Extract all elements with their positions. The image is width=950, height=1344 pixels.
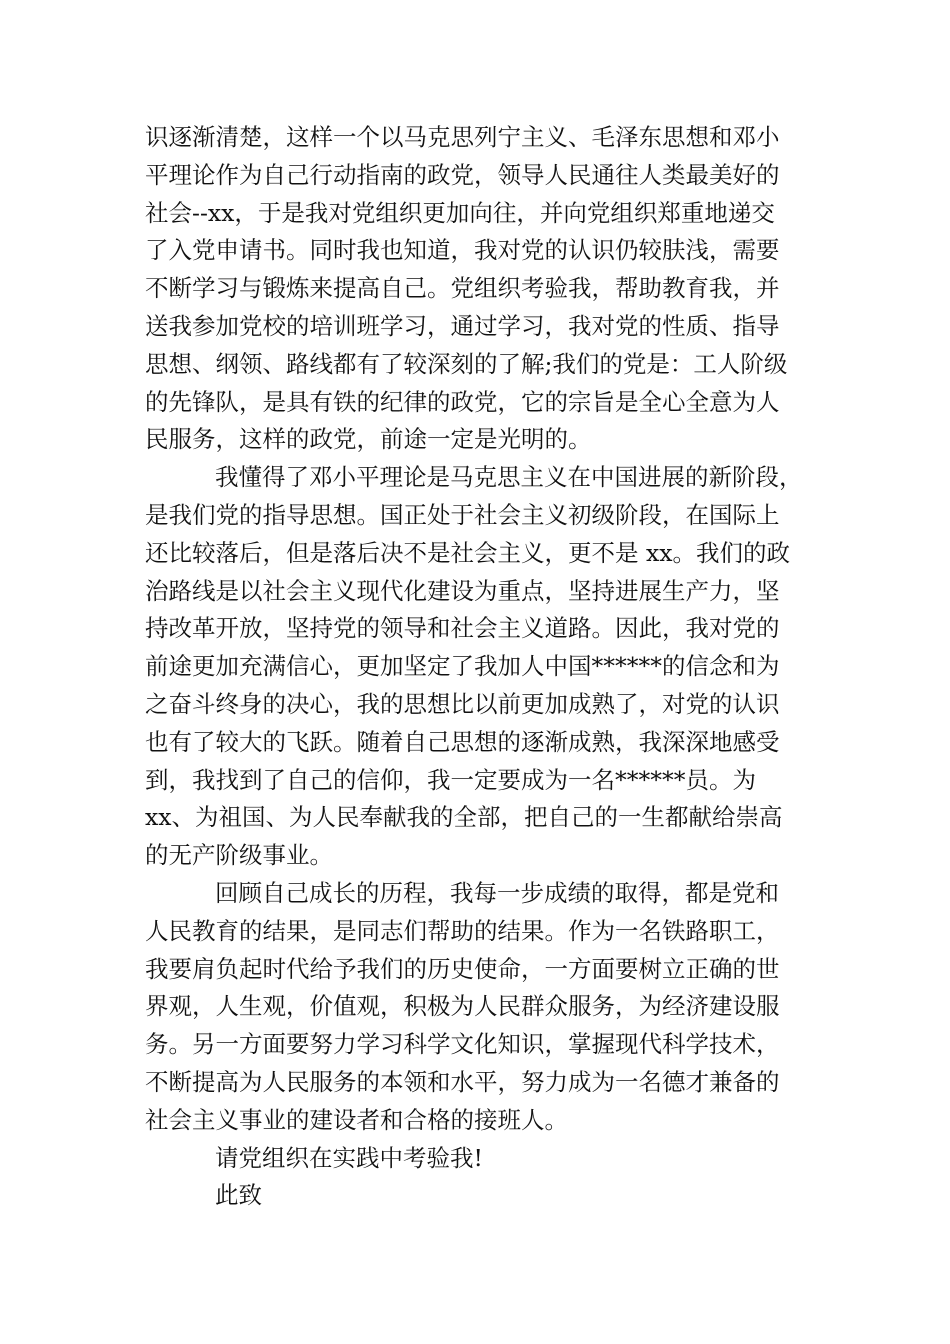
text-line: 平理论作为自己行动指南的政党，领导人民通往人类最美好的: [145, 160, 780, 189]
text-line: 持改革开放，坚持党的领导和社会主义道路。因此，我对党的: [145, 614, 780, 643]
text-line: 了入党申请书。同时我也知道，我对党的认识仍较肤浅，需要: [145, 236, 780, 265]
text-line: 思想、纲领、路线都有了较深刻的了解;我们的党是：工人阶级: [145, 349, 788, 378]
text-line: 务。另一方面要努力学习科学文化知识，掌握现代科学技术，: [145, 1030, 780, 1059]
text-line: 也有了较大的飞跃。随着自己思想的逐渐成熟，我深深地感受: [145, 727, 780, 756]
text-line: 是我们党的指导思想。国正处于社会主义初级阶段，在国际上: [145, 500, 780, 529]
text-line: 回顾自己成长的历程，我每一步成绩的取得，都是党和: [215, 878, 779, 907]
paragraph: [145, 1140, 825, 1178]
text-line: 人民教育的结果，是同志们帮助的结果。作为一名铁路职工，: [145, 916, 780, 945]
text-line: 界观，人生观，价值观，积极为人民群众服务，为经济建设服: [145, 992, 780, 1021]
paragraph: [145, 459, 825, 875]
text-line: 此致: [215, 1181, 262, 1210]
text-line: 的先锋队，是具有铁的纪律的政党，它的宗旨是全心全意为人: [145, 387, 780, 416]
text-line: xx、为祖国、为人民奉献我的全部，把自己的一生都献给崇高: [145, 803, 783, 832]
text-line: 还比较落后，但是落后决不是社会主义，更不是 xx。我们的政: [145, 538, 790, 567]
text-line: 社会--xx，于是我对党组织更加向往，并向党组织郑重地递交: [145, 198, 775, 227]
document-body: [145, 119, 825, 1215]
text-line: 我要肩负起时代给予我们的历史使命，一方面要树立正确的世: [145, 954, 780, 983]
text-line: 前途更加充满信心，更加坚定了我加人中国******的信念和为: [145, 652, 780, 681]
text-line: 请党组织在实践中考验我!: [215, 1143, 483, 1172]
text-line: 不断提高为人民服务的本领和水平，努力成为一名德才兼备的: [145, 1067, 780, 1096]
paragraph: [145, 875, 825, 1140]
text-line: 识逐渐清楚，这样一个以马克思列宁主义、毛泽东思想和邓小: [145, 123, 780, 151]
text-line: 不断学习与锻炼来提高自己。党组织考验我，帮助教育我，并: [145, 274, 780, 303]
text-line: 之奋斗终身的决心，我的思想比以前更加成熟了，对党的认识: [145, 689, 780, 718]
text-line: 治路线是以社会主义现代化建设为重点，坚持进展生产力，坚: [145, 576, 780, 605]
text-line: 社会主义事业的建设者和合格的接班人。: [145, 1105, 568, 1134]
text-line: 民服务，这样的政党，前途一定是光明的。: [145, 425, 592, 454]
text-line: 到，我找到了自己的信仰，我一定要成为一名******员。为: [145, 765, 756, 794]
text-line: 我懂得了邓小平理论是马克思主义在中国进展的新阶段，: [215, 463, 803, 492]
text-line: 送我参加党校的培训班学习，通过学习，我对党的性质、指导: [145, 311, 780, 340]
paragraph: [145, 119, 825, 459]
paragraph: [145, 1177, 825, 1215]
text-line: 的无产阶级事业。: [145, 841, 333, 870]
